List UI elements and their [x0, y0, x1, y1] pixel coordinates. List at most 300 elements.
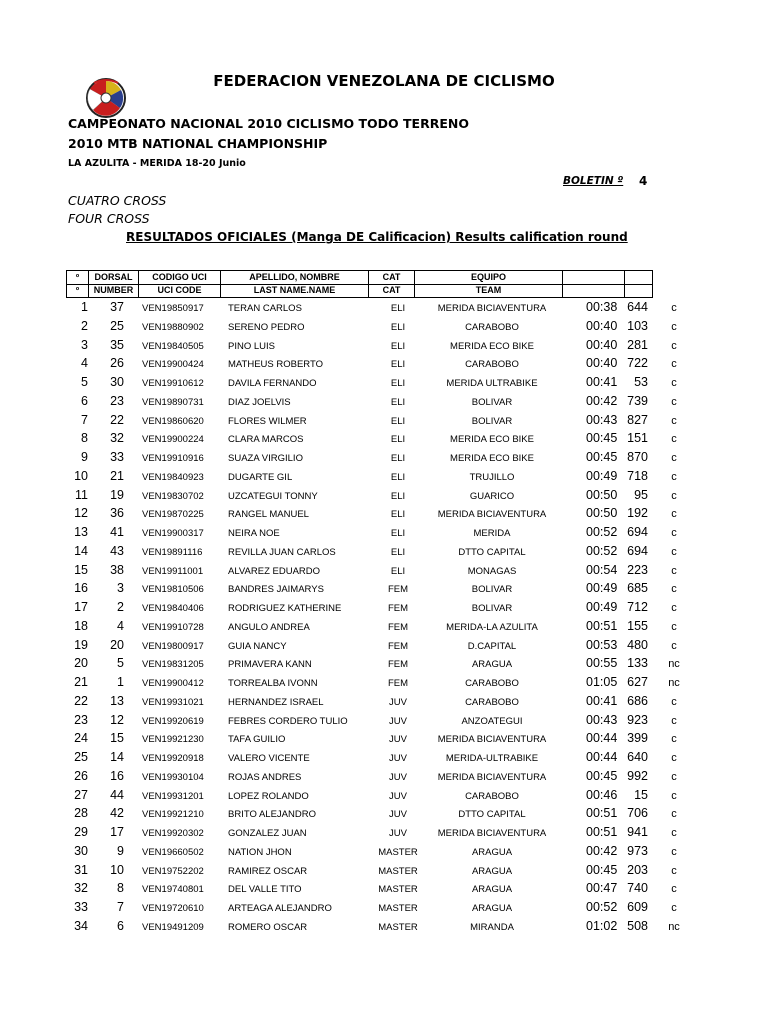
- milliseconds-cell: 281: [627, 337, 648, 352]
- status-cell: nc: [668, 677, 680, 689]
- category-cell: JUV: [389, 809, 407, 821]
- position-cell: 32: [74, 881, 88, 896]
- status-cell: c: [671, 508, 677, 521]
- rider-name-cell: NEIRA NOE: [228, 528, 280, 539]
- header-cell: EQUIPO: [415, 271, 563, 285]
- team-cell: MERIDA ECO BIKE: [450, 453, 534, 464]
- uci-code-cell: VEN19720610: [142, 903, 204, 914]
- table-row: [0, 618, 768, 637]
- status-cell: c: [671, 339, 677, 352]
- position-cell: 16: [74, 581, 88, 596]
- category-cell: ELI: [390, 378, 406, 389]
- team-cell: MONAGAS: [467, 565, 517, 577]
- bib-number-cell: 9: [117, 843, 124, 858]
- uci-code-cell: VEN19491209: [142, 921, 204, 933]
- uci-code-cell: VEN19921230: [142, 734, 204, 746]
- rider-name-cell: DEL VALLE TITO: [228, 884, 302, 896]
- rider-name-cell: UZCATEGUI TONNY: [228, 490, 318, 502]
- time-cell: 00:50: [586, 506, 618, 521]
- team-cell: MERIDA BICIAVENTURA: [437, 771, 547, 783]
- position-cell: 21: [74, 675, 88, 689]
- uci-code-cell: VEN19920302: [142, 828, 204, 839]
- position-cell: 11: [75, 487, 88, 502]
- table-header-row-en: [67, 284, 653, 298]
- bib-number-cell: 15: [110, 731, 124, 746]
- category-cell: JUV: [389, 828, 407, 839]
- position-cell: 27: [74, 787, 88, 802]
- category-cell: FEM: [387, 659, 409, 671]
- uci-code-cell: VEN19910728: [142, 621, 204, 633]
- time-cell: 00:55: [586, 656, 618, 671]
- position-cell: 9: [81, 450, 88, 464]
- uci-code-cell: VEN19831205: [142, 659, 204, 671]
- status-cell: c: [671, 770, 677, 783]
- table-row: [0, 787, 768, 806]
- uci-code-cell: VEN19900412: [142, 678, 204, 689]
- team-cell: MERIDA: [473, 528, 511, 539]
- rider-name-cell: VALERO VICENTE: [228, 753, 310, 764]
- rider-name-cell: GONZALEZ JUAN: [228, 828, 307, 839]
- milliseconds-cell: 95: [634, 487, 648, 502]
- time-cell: 00:51: [586, 806, 618, 821]
- team-cell: MERIDA BICIAVENTURA: [437, 509, 547, 521]
- rider-name-cell: DUGARTE GIL: [228, 471, 293, 483]
- status-cell: c: [671, 377, 677, 389]
- header-cell: [625, 284, 653, 298]
- position-cell: 28: [74, 806, 88, 821]
- status-cell: c: [671, 620, 677, 633]
- team-cell: MERIDA ECO BIKE: [450, 340, 534, 352]
- team-cell: MERIDA BICIAVENTURA: [437, 734, 547, 746]
- team-cell: D.CAPITAL: [467, 640, 517, 652]
- time-cell: 00:49: [586, 468, 618, 483]
- bib-number-cell: 36: [110, 506, 124, 521]
- milliseconds-cell: 627: [627, 675, 648, 689]
- rider-name-cell: FLORES WILMER: [228, 415, 307, 427]
- milliseconds-cell: 53: [634, 375, 648, 389]
- milliseconds-cell: 155: [627, 618, 648, 633]
- bib-number-cell: 3: [117, 581, 124, 596]
- bib-number-cell: 12: [110, 712, 124, 727]
- event-location-dates: LA AZULITA - MERIDA 18-20 Junio: [68, 158, 246, 169]
- uci-code-cell: VEN19930104: [142, 771, 204, 783]
- team-cell: MERIDA ULTRABIKE: [446, 378, 538, 389]
- position-cell: 25: [74, 750, 88, 764]
- table-row: [0, 712, 768, 731]
- uci-code-cell: VEN19920918: [142, 753, 204, 764]
- category-cell: JUV: [389, 734, 407, 746]
- table-row: [0, 299, 768, 318]
- status-cell: c: [671, 902, 677, 914]
- bib-number-cell: 20: [110, 637, 124, 652]
- rider-name-cell: DIAZ JOELVIS: [228, 396, 291, 408]
- rider-name-cell: BANDRES JAIMARYS: [228, 584, 324, 596]
- status-cell: nc: [668, 658, 680, 671]
- rider-name-cell: FEBRES CORDERO TULIO: [228, 715, 348, 727]
- position-cell: 14: [74, 543, 88, 558]
- rider-name-cell: ANGULO ANDREA: [228, 621, 310, 633]
- rider-name-cell: DAVILA FERNANDO: [228, 378, 317, 389]
- position-cell: 6: [81, 393, 88, 408]
- rider-name-cell: SERENO PEDRO: [228, 321, 305, 333]
- position-cell: 34: [74, 918, 88, 933]
- bib-number-cell: 43: [110, 543, 124, 558]
- status-cell: c: [671, 564, 677, 577]
- status-cell: c: [671, 452, 677, 464]
- team-cell: CARABOBO: [465, 321, 519, 333]
- time-cell: 00:51: [586, 618, 618, 633]
- position-cell: 3: [81, 337, 88, 352]
- table-row: [0, 824, 768, 843]
- uci-code-cell: VEN19900317: [142, 528, 204, 539]
- status-cell: nc: [668, 920, 680, 933]
- championship-title-en: 2010 MTB NATIONAL CHAMPIONSHIP: [68, 136, 328, 151]
- status-cell: c: [671, 320, 677, 333]
- table-row: [0, 768, 768, 787]
- category-cell: MASTER: [378, 846, 418, 858]
- rider-name-cell: SUAZA VIRGILIO: [228, 453, 303, 464]
- uci-code-cell: VEN19900224: [142, 434, 204, 446]
- status-cell: c: [671, 583, 677, 596]
- category-cell: ELI: [390, 359, 406, 371]
- category-cell: ELI: [390, 528, 406, 539]
- uci-code-cell: VEN19920619: [142, 715, 204, 727]
- status-cell: c: [671, 808, 677, 821]
- header-cell: [563, 271, 625, 285]
- category-cell: ELI: [390, 509, 406, 521]
- status-cell: c: [671, 602, 677, 614]
- bib-number-cell: 13: [110, 693, 124, 708]
- category-cell: ELI: [390, 490, 406, 502]
- header-cell: CAT: [369, 271, 415, 285]
- table-row: [0, 562, 768, 581]
- table-row: [0, 487, 768, 506]
- team-cell: TRUJILLO: [469, 471, 515, 483]
- time-cell: 00:42: [586, 843, 618, 858]
- position-cell: 29: [74, 825, 88, 839]
- bib-number-cell: 14: [110, 750, 124, 764]
- team-cell: MERIDA ECO BIKE: [450, 434, 534, 446]
- team-cell: CARABOBO: [465, 678, 519, 689]
- header-cell: TEAM: [415, 284, 563, 298]
- bib-number-cell: 30: [110, 375, 124, 389]
- position-cell: 20: [74, 656, 88, 671]
- category-cell: ELI: [390, 303, 406, 314]
- status-cell: c: [671, 714, 677, 727]
- status-cell: c: [671, 864, 677, 877]
- position-cell: 24: [74, 731, 88, 746]
- uci-code-cell: VEN19840406: [142, 603, 204, 614]
- milliseconds-cell: 15: [634, 787, 648, 802]
- position-cell: 10: [74, 468, 88, 483]
- table-row: [0, 468, 768, 487]
- category-cell: MASTER: [378, 903, 418, 914]
- time-cell: 00:52: [586, 525, 618, 539]
- uci-code-cell: VEN19860620: [142, 415, 204, 427]
- uci-code-cell: VEN19850917: [142, 303, 204, 314]
- category-cell: ELI: [390, 565, 406, 577]
- table-row: [0, 693, 768, 712]
- time-cell: 00:43: [586, 412, 618, 427]
- rider-name-cell: LOPEZ ROLANDO: [228, 790, 309, 802]
- milliseconds-cell: 739: [627, 393, 648, 408]
- position-cell: 26: [74, 768, 88, 783]
- milliseconds-cell: 480: [627, 637, 648, 652]
- time-cell: 00:40: [586, 337, 618, 352]
- position-cell: 5: [81, 375, 88, 389]
- time-cell: 00:45: [586, 768, 618, 783]
- position-cell: 30: [74, 843, 88, 858]
- team-cell: MERIDA-LA AZULITA: [446, 621, 538, 633]
- status-cell: c: [671, 789, 677, 802]
- bib-number-cell: 23: [110, 393, 124, 408]
- table-row: [0, 730, 768, 749]
- table-row: [0, 637, 768, 656]
- milliseconds-cell: 740: [627, 881, 648, 896]
- category-cell: FEM: [387, 640, 409, 652]
- table-row: [0, 580, 768, 599]
- rider-name-cell: RODRIGUEZ KATHERINE: [228, 603, 342, 614]
- category-cell: FEM: [387, 584, 409, 596]
- uci-code-cell: VEN19910612: [142, 378, 204, 389]
- uci-code-cell: VEN19891116: [142, 546, 203, 558]
- rider-name-cell: TAFA GUILIO: [228, 734, 286, 746]
- position-cell: 2: [81, 318, 88, 333]
- time-cell: 00:47: [586, 881, 618, 896]
- rider-name-cell: PINO LUIS: [228, 340, 275, 352]
- bib-number-cell: 7: [117, 900, 124, 914]
- table-row: [0, 674, 768, 693]
- rider-name-cell: BRITO ALEJANDRO: [228, 809, 316, 821]
- rider-name-cell: MATHEUS ROBERTO: [228, 359, 324, 371]
- table-row: [0, 880, 768, 899]
- event-name-es: CUATRO CROSS: [68, 193, 167, 208]
- milliseconds-cell: 706: [627, 806, 648, 821]
- table-row: [0, 374, 768, 393]
- table-row: [0, 318, 768, 337]
- uci-code-cell: VEN19890731: [142, 396, 204, 408]
- time-cell: 00:46: [586, 787, 618, 802]
- status-cell: c: [671, 358, 677, 371]
- table-row: [0, 524, 768, 543]
- milliseconds-cell: 941: [627, 825, 648, 839]
- category-cell: MASTER: [378, 865, 418, 877]
- bib-number-cell: 33: [110, 450, 124, 464]
- position-cell: 15: [74, 562, 88, 577]
- rider-name-cell: ALVAREZ EDUARDO: [228, 565, 321, 577]
- table-row: [0, 337, 768, 356]
- team-cell: ARAGUA: [471, 865, 513, 877]
- table-row: [0, 449, 768, 468]
- uci-code-cell: VEN19800917: [142, 640, 204, 652]
- time-cell: 00:54: [586, 562, 618, 577]
- team-cell: BOLIVAR: [471, 584, 513, 596]
- bib-number-cell: 5: [117, 656, 124, 671]
- time-cell: 00:45: [586, 450, 618, 464]
- team-cell: MIRANDA: [470, 921, 514, 933]
- milliseconds-cell: 203: [627, 862, 648, 877]
- header-cell: UCI CODE: [139, 284, 221, 298]
- results-table-header: [66, 270, 652, 298]
- uci-code-cell: VEN19900424: [142, 359, 204, 371]
- team-cell: ARAGUA: [471, 846, 513, 858]
- status-cell: c: [671, 302, 677, 314]
- team-cell: CARABOBO: [465, 696, 519, 708]
- time-cell: 00:41: [586, 375, 618, 389]
- milliseconds-cell: 192: [627, 506, 648, 521]
- uci-code-cell: VEN19810506: [142, 584, 204, 596]
- rider-name-cell: PRIMAVERA KANN: [228, 659, 312, 671]
- team-cell: MERIDA-ULTRABIKE: [445, 753, 539, 764]
- status-cell: c: [671, 395, 677, 408]
- team-cell: ARAGUA: [471, 903, 513, 914]
- rider-name-cell: ROMERO OSCAR: [228, 921, 308, 933]
- rider-name-cell: REVILLA JUAN CARLOS: [228, 546, 336, 558]
- milliseconds-cell: 712: [627, 600, 648, 614]
- header-cell: CODIGO UCI: [139, 271, 221, 285]
- time-cell: 00:38: [586, 300, 618, 314]
- bib-number-cell: 38: [110, 562, 124, 577]
- rider-name-cell: NATION JHON: [228, 846, 292, 858]
- table-row: [0, 430, 768, 449]
- team-cell: MERIDA BICIAVENTURA: [437, 303, 547, 314]
- milliseconds-cell: 151: [627, 431, 648, 446]
- milliseconds-cell: 399: [627, 731, 648, 746]
- position-cell: 18: [74, 618, 88, 633]
- table-row: [0, 655, 768, 674]
- position-cell: 12: [74, 506, 88, 521]
- header-cell: [625, 271, 653, 285]
- status-cell: c: [671, 733, 677, 746]
- bib-number-cell: 21: [110, 468, 124, 483]
- time-cell: 00:52: [586, 900, 618, 914]
- status-cell: c: [671, 470, 677, 483]
- bib-number-cell: 8: [117, 881, 124, 896]
- rider-name-cell: TERAN CARLOS: [228, 303, 302, 314]
- status-cell: c: [671, 752, 677, 764]
- bib-number-cell: 37: [110, 300, 124, 314]
- status-cell: c: [671, 545, 677, 558]
- header-cell: CAT: [369, 284, 415, 298]
- milliseconds-cell: 685: [627, 581, 648, 596]
- bib-number-cell: 10: [110, 862, 124, 877]
- time-cell: 00:49: [586, 581, 618, 596]
- status-cell: c: [671, 695, 677, 708]
- status-cell: c: [671, 883, 677, 896]
- milliseconds-cell: 722: [627, 356, 648, 371]
- team-cell: DTTO CAPITAL: [458, 546, 526, 558]
- position-cell: 8: [81, 431, 88, 446]
- table-row: [0, 918, 768, 937]
- category-cell: ELI: [390, 415, 406, 427]
- time-cell: 01:05: [586, 675, 618, 689]
- event-name-en: FOUR CROSS: [68, 211, 150, 226]
- status-cell: c: [671, 845, 677, 858]
- category-cell: ELI: [390, 434, 406, 446]
- team-cell: ARAGUA: [471, 884, 513, 896]
- status-cell: c: [671, 489, 677, 502]
- rider-name-cell: RANGEL MANUEL: [228, 509, 309, 521]
- position-cell: 4: [81, 356, 88, 371]
- time-cell: 00:41: [586, 693, 618, 708]
- time-cell: 00:49: [586, 600, 618, 614]
- bib-number-cell: 16: [110, 768, 124, 783]
- milliseconds-cell: 644: [627, 300, 648, 314]
- table-row: [0, 749, 768, 768]
- uci-code-cell: VEN19910916: [142, 453, 204, 464]
- bib-number-cell: 1: [117, 675, 124, 689]
- category-cell: ELI: [390, 453, 406, 464]
- header-cell: DORSAL: [89, 271, 139, 285]
- bib-number-cell: 4: [117, 618, 124, 633]
- category-cell: ELI: [390, 546, 406, 558]
- uci-code-cell: VEN19931201: [142, 790, 204, 802]
- bib-number-cell: 44: [110, 787, 124, 802]
- category-cell: JUV: [389, 696, 407, 708]
- header-cell: APELLIDO, NOMBRE: [221, 271, 369, 285]
- position-cell: 22: [74, 693, 88, 708]
- team-cell: ARAGUA: [471, 659, 513, 671]
- category-cell: JUV: [389, 715, 407, 727]
- header-cell: NUMBER: [89, 284, 139, 298]
- position-cell: 33: [74, 900, 88, 914]
- results-table-body: [0, 299, 768, 937]
- bib-number-cell: 22: [110, 412, 124, 427]
- header-cell: LAST NAME.NAME: [221, 284, 369, 298]
- uci-code-cell: VEN19870225: [142, 509, 204, 521]
- table-row: [0, 843, 768, 862]
- team-cell: ANZOATEGUI: [461, 715, 523, 727]
- uci-code-cell: VEN19740801: [142, 884, 204, 896]
- table-row: [0, 805, 768, 824]
- rider-name-cell: TORREALBA IVONN: [228, 678, 318, 689]
- milliseconds-cell: 640: [627, 750, 648, 764]
- bib-number-cell: 19: [110, 487, 124, 502]
- category-cell: MASTER: [378, 921, 418, 933]
- boletin-number: 4: [639, 174, 648, 188]
- category-cell: JUV: [389, 790, 407, 802]
- milliseconds-cell: 223: [627, 562, 648, 577]
- category-cell: ELI: [390, 396, 406, 408]
- table-row: [0, 393, 768, 412]
- category-cell: FEM: [387, 621, 409, 633]
- time-cell: 00:40: [586, 356, 618, 371]
- status-cell: c: [671, 414, 677, 427]
- page-title: FEDERACION VENEZOLANA DE CICLISMO: [213, 72, 555, 90]
- status-cell: c: [671, 827, 677, 839]
- rider-name-cell: RAMIREZ OSCAR: [228, 865, 308, 877]
- milliseconds-cell: 103: [627, 318, 648, 333]
- time-cell: 00:42: [586, 393, 618, 408]
- milliseconds-cell: 718: [627, 468, 648, 483]
- time-cell: 00:45: [586, 431, 618, 446]
- position-cell: 7: [81, 412, 88, 427]
- category-cell: FEM: [387, 678, 409, 689]
- category-cell: MASTER: [378, 884, 418, 896]
- uci-code-cell: VEN19840505: [142, 340, 204, 352]
- time-cell: 00:44: [586, 750, 618, 764]
- bib-number-cell: 6: [117, 918, 124, 933]
- milliseconds-cell: 508: [627, 918, 648, 933]
- table-row: [0, 505, 768, 524]
- rider-name-cell: GUIA NANCY: [228, 640, 287, 652]
- table-row: [0, 543, 768, 562]
- time-cell: 00:51: [586, 825, 618, 839]
- milliseconds-cell: 827: [627, 412, 648, 427]
- bib-number-cell: 35: [110, 337, 124, 352]
- position-cell: 31: [74, 862, 88, 877]
- category-cell: JUV: [389, 753, 407, 764]
